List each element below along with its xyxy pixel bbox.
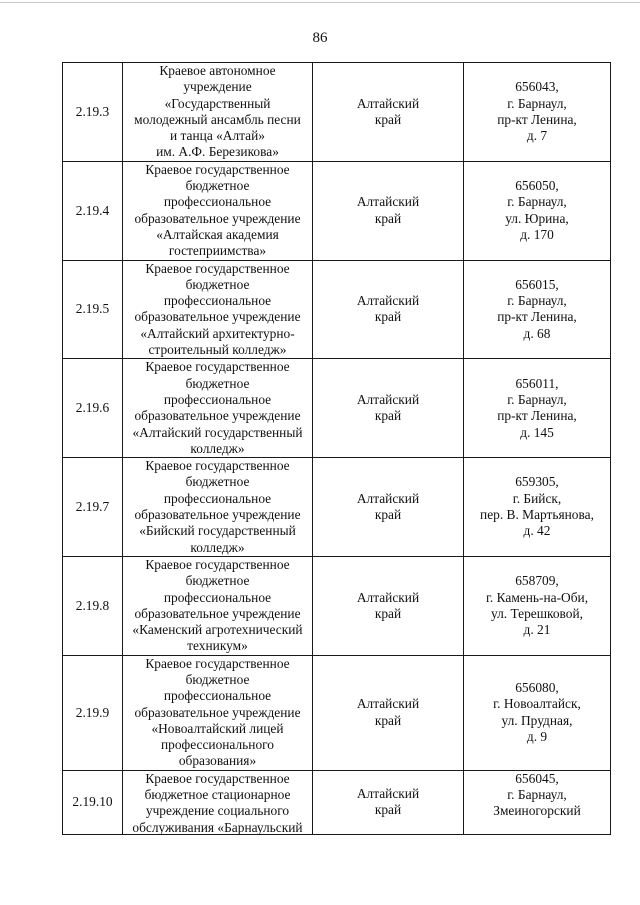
- institution-name: Краевое автономное учреждение «Государственный молодежный ансамбль песни и танца «Алтай» им. А.Ф. Березикова»: [123, 63, 313, 162]
- region: Алтайский край: [313, 655, 464, 770]
- item-number: 2.19.6: [63, 359, 123, 458]
- institutions-table: [62, 62, 611, 835]
- table-row: [63, 770, 611, 834]
- item-number: 2.19.9: [63, 655, 123, 770]
- item-number: 2.19.3: [63, 63, 123, 162]
- table-row: [63, 556, 611, 655]
- item-number: 2.19.5: [63, 260, 123, 359]
- address: 656043, г. Барнаул, пр-кт Ленина, д. 7: [464, 63, 611, 162]
- address: 656050, г. Барнаул, ул. Юрина, д. 170: [464, 161, 611, 260]
- address: 656045, г. Барнаул, Змеиногорский: [464, 770, 611, 834]
- region: Алтайский край: [313, 359, 464, 458]
- address: 658709, г. Камень-на-Оби, ул. Терешковой, д. 21: [464, 556, 611, 655]
- region: Алтайский край: [313, 556, 464, 655]
- institution-name: Краевое государственное бюджетное стационарное учреждение социального обслуживания «Барнаульский: [123, 770, 313, 834]
- address: 659305, г. Бийск, пер. В. Мартьянова, д. 42: [464, 458, 611, 557]
- table-row: [63, 260, 611, 359]
- address: 656015, г. Барнаул, пр-кт Ленина, д. 68: [464, 260, 611, 359]
- scan-top-edge: [0, 2, 640, 3]
- page-number: 86: [312, 30, 328, 46]
- region: Алтайский край: [313, 161, 464, 260]
- item-number: 2.19.7: [63, 458, 123, 557]
- item-number: 2.19.4: [63, 161, 123, 260]
- table-row: [63, 458, 611, 557]
- item-number: 2.19.10: [63, 770, 123, 834]
- table-row: [63, 655, 611, 770]
- institution-name: Краевое государственное бюджетное профессиональное образовательное учреждение «Алтайский государственный колледж»: [123, 359, 313, 458]
- institution-name: Краевое государственное бюджетное профессиональное образовательное учреждение «Алтайская академия гостеприимства»: [123, 161, 313, 260]
- region: Алтайский край: [313, 63, 464, 162]
- region: Алтайский край: [313, 458, 464, 557]
- table-row: [63, 63, 611, 162]
- item-number: 2.19.8: [63, 556, 123, 655]
- region: Алтайский край: [313, 770, 464, 834]
- address: 656080, г. Новоалтайск, ул. Прудная, д. 9: [464, 655, 611, 770]
- address: 656011, г. Барнаул, пр-кт Ленина, д. 145: [464, 359, 611, 458]
- institution-name: Краевое государственное бюджетное профессиональное образовательное учреждение «Бийский государственный колледж»: [123, 458, 313, 557]
- institution-name: Краевое государственное бюджетное профессиональное образовательное учреждение «Новоалтайский лицей профессионального образования»: [123, 655, 313, 770]
- table-row: [63, 161, 611, 260]
- institution-name: Краевое государственное бюджетное профессиональное образовательное учреждение «Каменский агротехнический техникум»: [123, 556, 313, 655]
- table-row: [63, 359, 611, 458]
- institution-name: Краевое государственное бюджетное профессиональное образовательное учреждение «Алтайский архитектурно- строительный колледж»: [123, 260, 313, 359]
- region: Алтайский край: [313, 260, 464, 359]
